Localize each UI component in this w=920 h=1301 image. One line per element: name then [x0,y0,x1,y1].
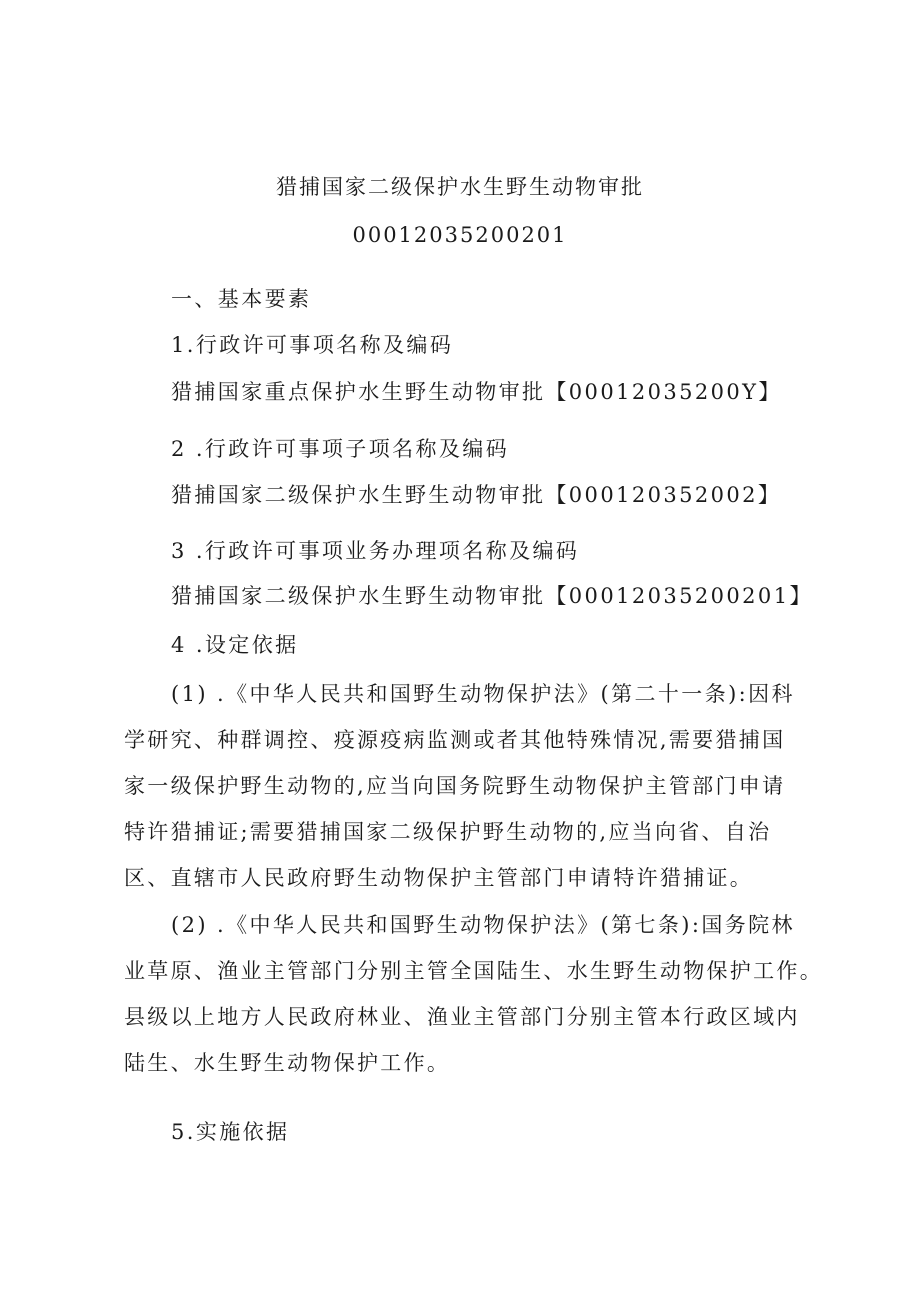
basis1-line: 区、直辖市人民政府野生动物保护主管部门申请特许猎捕证。 [124,866,754,890]
item1-label: 1.行政许可事项名称及编码 [171,333,454,357]
basis1-line: 学研究、种群调控、疫源疫病监测或者其他特殊情况,需要猎捕国 [124,728,786,752]
basis2-line: 县级以上地方人民政府林业、渔业主管部门分别主管本行政区域内 [124,1005,800,1029]
item1-value: 猎捕国家重点保护水生野生动物审批【00012035200Y】 [171,380,782,404]
item3-value: 猎捕国家二级保护水生野生动物审批【00012035200201】 [171,584,813,608]
item5-label: 5.实施依据 [171,1120,290,1144]
item4-label: 4 .设定依据 [171,633,299,657]
basis1-line: (1) .《中华人民共和国野生动物保护法》(第二十一条):因科 [171,682,795,706]
basis1-line: 家一级保护野生动物的,应当向国务院野生动物保护主管部门申请 [124,774,786,798]
item2-value: 猎捕国家二级保护水生野生动物审批【000120352002】 [171,483,782,507]
item3-label: 3 .行政许可事项业务办理项名称及编码 [171,539,580,563]
basis2-line: 陆生、水生野生动物保护工作。 [124,1051,451,1075]
basis1-line: 特许猎捕证;需要猎捕国家二级保护野生动物的,应当向省、自治 [124,820,772,844]
basis2-line: 业草原、渔业主管部门分别主管全国陆生、水生野生动物保护工作。 [124,959,823,983]
item2-label: 2 .行政许可事项子项名称及编码 [171,437,510,461]
section-heading-basic-elements: 一、基本要素 [171,287,312,311]
document-code: 00012035200201 [352,223,568,247]
document-title: 猎捕国家二级保护水生野生动物审批 [276,175,644,199]
basis2-line: (2) .《中华人民共和国野生动物保护法》(第七条):国务院林 [171,913,795,937]
